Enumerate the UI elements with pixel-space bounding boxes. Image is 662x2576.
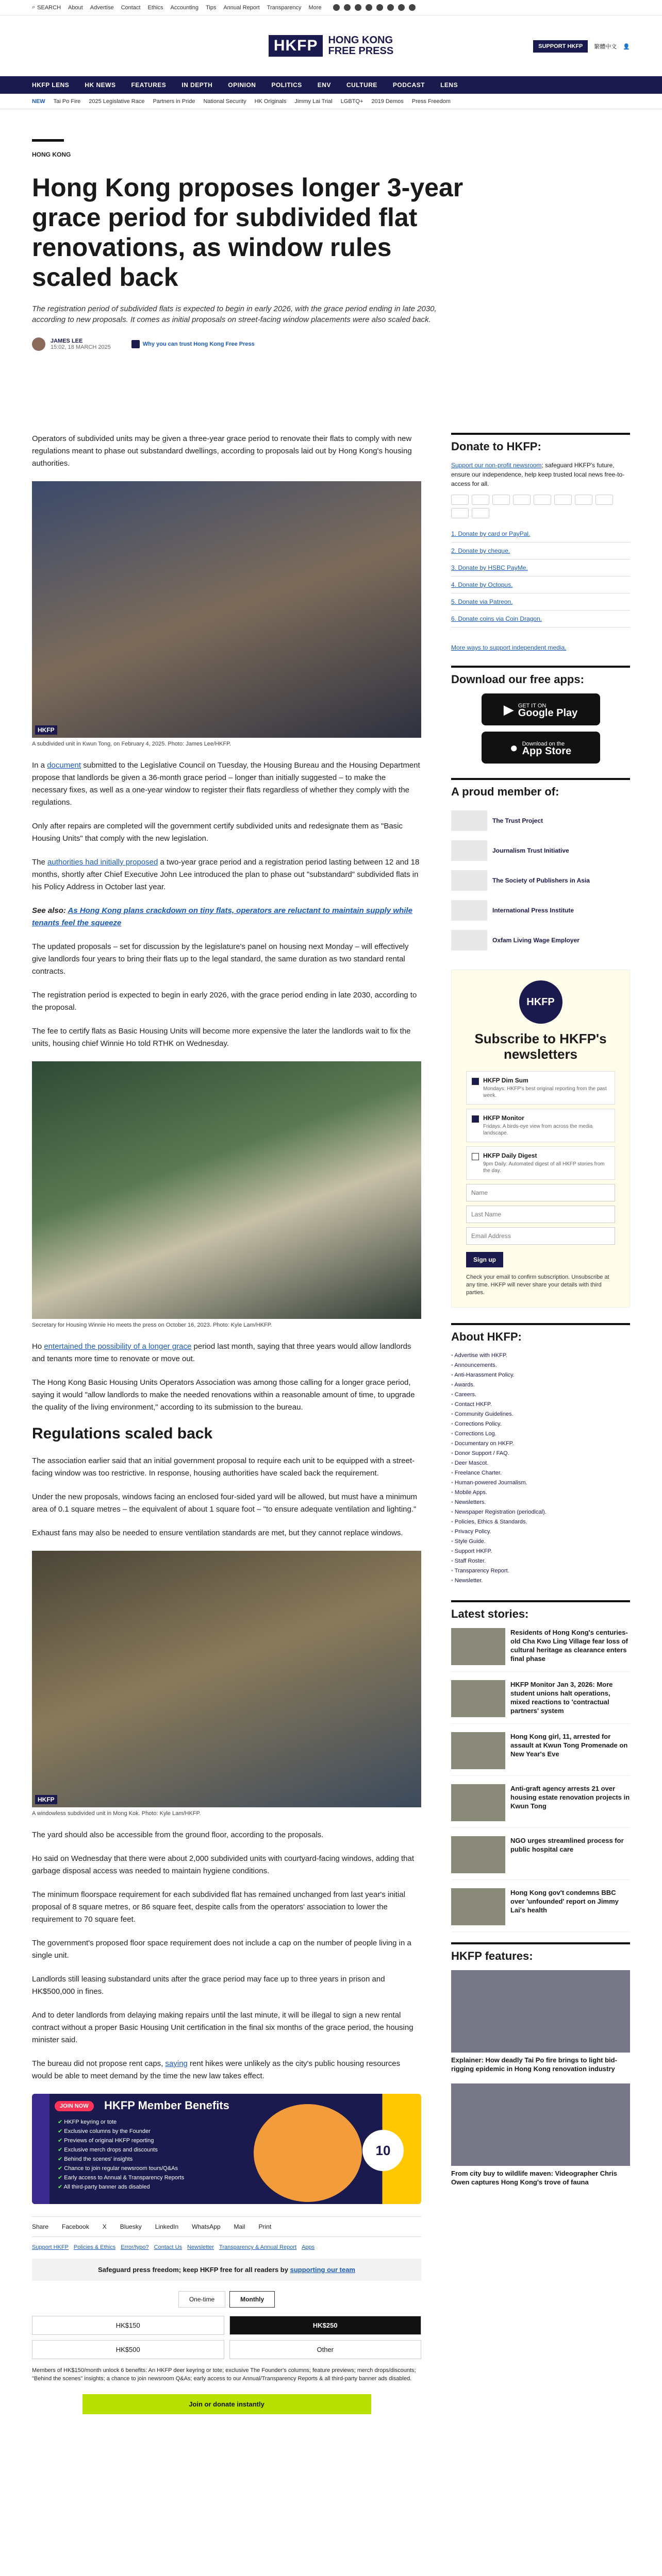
about-link[interactable]: • Contact HKFP. [451,1400,630,1410]
saying-link[interactable]: saying [165,2059,188,2068]
about-link[interactable]: • Style Guide. [451,1537,630,1547]
byline [32,337,630,351]
nav-item[interactable]: PODCAST [392,81,425,89]
about-link[interactable]: • Announcements. [451,1361,630,1370]
member-benefits-banner[interactable] [32,2094,421,2204]
paragraph: The association earlier said that an initial government proposal to require each unit to be equipped with a street-facing window was too restrictive. In response, housing authorities have scaled back the requirement. [32,1456,415,1478]
donate-option[interactable]: 5. Donate via Patreon. [451,594,630,611]
subnav-item[interactable]: LGBTQ+ [340,98,363,105]
sign-up-button[interactable]: Sign up [466,1252,503,1267]
about-link[interactable]: • Advertise with HKFP. [451,1351,630,1361]
paragraph: The registration period is expected to begin in early 2026, with the grace period ending in late 2030, according to the proposal. [32,991,417,1012]
octopus-icon [451,508,469,518]
footer-link[interactable]: Error/typo? [121,2244,149,2250]
share-link[interactable]: WhatsApp [192,2223,221,2230]
benefit-list [58,2117,184,2192]
advertise-link[interactable]: Advertise [90,4,114,11]
subnav-item[interactable]: Press Freedom [411,98,451,105]
support-team-link[interactable]: supporting our team [290,2266,355,2274]
newsletter-option[interactable] [466,1071,615,1105]
nav-item[interactable]: FEATURES [131,81,167,89]
language-switch[interactable]: 繁體中文 [594,44,617,50]
feature-thumbnail [451,2083,630,2166]
alipay-icon [554,495,572,505]
email-input[interactable]: Email Address [466,1227,615,1245]
newsletter-checkbox[interactable] [472,1153,479,1160]
threads-icon[interactable] [387,4,394,11]
paragraph: The government's proposed floor space requirement does not include a cap on the number of people living in a single unit. [32,1939,411,1960]
article-image-2 [32,1061,421,1319]
trust-icon [131,340,140,348]
paragraph: The fee to certify flats as Basic Housing Units will become more expensive the later the landlords wait to fix the units, housing chief Winnie Ho told RTHK on Wednesday. [32,1027,411,1048]
story-title: Anti-graft agency arrests 21 over housing estate renovation projects in Kwun Tong [510,1785,630,1810]
support-hkfp-button[interactable]: SUPPORT HKFP [533,40,588,53]
amount-option[interactable]: HK$150 [32,2316,224,2335]
subnav-item[interactable]: Tai Po Fire [53,98,81,105]
nav-item[interactable]: IN DEPTH [181,81,213,89]
widget-heading: A proud member of: [451,778,630,799]
article-image-3 [32,1551,421,1807]
share-link[interactable]: Facebook [62,2223,89,2230]
member-org[interactable] [451,895,630,925]
share-link[interactable]: Mail [234,2223,245,2230]
donate-option[interactable]: 1. Donate by card or PayPal. [451,526,630,543]
about-link[interactable]: • Support HKFP. [451,1547,630,1556]
hkfp-watermark: HKFP [35,1795,57,1804]
newsletter-option[interactable] [466,1109,615,1142]
footer-link[interactable]: Support HKFP [32,2244,69,2250]
widget-heading: Download our free apps: [451,666,630,686]
newsletter-desc: Mondays: HKFP's best original reporting from the past week. [483,1086,607,1098]
about-link[interactable]: • Community Guidelines. [451,1410,630,1419]
member-org[interactable] [451,866,630,895]
nonprofit-link[interactable]: Support our non-profit newsroom [451,462,542,469]
app-store-button[interactable]: ● Download on the App Store [482,732,600,764]
site-logo[interactable]: HKFP HONG KONG FREE PRESS [269,35,393,57]
see-also-link[interactable]: As Hong Kong plans crackdown on tiny flats, operators are reluctant to maintain supply while tenants feel the squeeze [32,906,412,927]
story-thumbnail [451,1836,505,1873]
share-link[interactable]: LinkedIn [155,2223,179,2230]
nav-item[interactable]: ENV [317,81,331,89]
payme-icon [595,495,613,505]
search-link[interactable]: ⌕ SEARCH [32,4,61,11]
join-now-badge[interactable]: JOIN NOW [55,2101,94,2111]
memberships [451,778,630,955]
paragraph: Only after repairs are completed will the government certify subdivided units and redesignate them as "Basic Housing Units" that comply with the new legislation. [32,822,403,843]
masthead [0,15,662,76]
latest-story[interactable] [451,1628,630,1672]
story-thumbnail [451,1628,505,1665]
paragraph: Ho entertained the possibility of a longer grace period last month, saying that three years would allow landlords and tenants more time to renovate or move out. [32,1342,411,1363]
sidebar [451,433,630,2197]
paragraph: Landlords still leasing substandard units after the grace period may face up to three years in prison and HK$500,000 in fines. [32,1975,385,1996]
paragraph: Operators of subdivided units may be given a three-year grace period to renovate their flats to comply with new regulations meant to phase out substandard dwellings, according to proposals laid out by Hong Kong's housing authorities. [32,434,412,468]
linkedin-icon[interactable] [376,4,383,11]
about-link[interactable]: About [68,4,83,11]
widget-heading: Donate to HKFP: [451,440,541,453]
frequency-toggle [32,2291,421,2308]
main-nav [0,76,662,94]
amount-option-selected[interactable]: HK$250 [229,2316,422,2335]
category-rule [32,139,64,142]
share-link[interactable]: X [102,2223,107,2230]
member-org[interactable] [451,925,630,955]
feature-title: Explainer: How deadly Tai Po fire brings to light bid-rigging epidemic in Hong Kong renovation industry [451,2056,617,2073]
donate-option[interactable]: 6. Donate coins via Coin Dragon. [451,611,630,628]
subnav-item[interactable]: 2025 Legislative Race [89,98,145,105]
paragraph: Exhaust fans may also be needed to ensure ventilation standards are met, but they cannot replace windows. [32,1529,403,1537]
about-link[interactable]: • Awards. [451,1380,630,1390]
widget-heading: Latest stories: [451,1600,630,1621]
org-name: The Society of Publishers in Asia [492,877,590,884]
footer-link[interactable]: Contact Us [154,2244,183,2250]
donate-option[interactable]: 3. Donate by HSBC PayMe. [451,560,630,577]
unionpay-icon [534,495,551,505]
story-thumbnail [451,1732,505,1769]
trust-link[interactable]: Why you can trust Hong Kong Free Press [131,340,255,348]
paragraph: In a document submitted to the Legislative Council on Tuesday, the Housing Bureau and the Housing Department propose that landlords be given a 36-month grace period – longer than initially suggested – to make the necessary fixes, as well as a one-year window to register their flats regardless of whether they comply with the regulations. [32,761,420,807]
benefit-item: ✔ Previews of original HKFP reporting [58,2136,184,2145]
social-icons [333,4,416,11]
share-link[interactable]: Print [258,2223,272,2230]
org-logo-icon [451,870,487,891]
see-also: See also: As Hong Kong plans crackdown on tiny flats, operators are reluctant to maintain supply while tenants feel the squeeze [32,906,412,927]
about-link[interactable]: • Privacy Policy. [451,1527,630,1537]
paragraph: The minimum floorspace requirement for each subdivided flat has remained unchanged from last year's initial proposal of 8 square metres, or 86 square feet, despite calls from the operators' association to lower the requirement to 70 square feet. [32,1890,406,1924]
about-links [451,1351,630,1586]
paragraph: And to deter landlords from delaying making repairs until the last minute, it will be illegal to sign a new rental contract without a proper Basic Housing Unit certification in the final six months of the grace period, the housing minister said. [32,2011,413,2044]
latest-story[interactable] [451,1836,630,1880]
newsletter-heading: Subscribe to HKFP's newsletters [474,1031,607,1062]
story-thumbnail [451,1680,505,1717]
google-play-icon: ▶ [503,702,514,717]
paragraph: The Hong Kong Basic Housing Units Operators Association was among those calling for a longer grace period, saying it would "allow landlords to make the needed renovations within a reasonable amount of time, to upgrade the quality of the living environment," according to its submission to the bureau. [32,1378,415,1412]
image-caption: Secretary for Housing Winnie Ho meets the press on October 16, 2023. Photo: Kyle Lam/HKFP. [32,1322,272,1328]
footer-links [32,2244,421,2250]
more-link[interactable]: More [308,4,322,11]
benefit-item: ✔ Exclusive columns by the Founder [58,2127,184,2136]
person-icon[interactable]: 👤 [623,43,630,50]
story-title: Hong Kong gov't condemns BBC over 'unfounded' report on Jimmy Lai's health [510,1889,619,1914]
document-link[interactable]: document [47,761,81,770]
nav-item[interactable]: HK NEWS [85,81,116,89]
article-body [32,433,421,2414]
newsletter-name: HKFP Monitor [483,1114,524,1122]
author-name[interactable]: JAMES LEE [51,338,83,344]
mail-icon[interactable] [409,4,416,11]
story-title: Hong Kong girl, 11, arrested for assault at Kwun Tong Promenade on New Year's Eve [510,1733,628,1758]
subnav-item[interactable]: National Security [203,98,246,105]
youtube-icon[interactable] [366,4,372,11]
story-title: NGO urges streamlined process for public hospital care [510,1837,624,1853]
feature-story[interactable] [451,1970,630,2073]
more-ways-link[interactable]: More ways to support independent media. [451,644,567,651]
hkfp-logo: HKFP [519,980,562,1024]
newsletter-desc: 9pm Daily: Automated digest of all HKFP stories from the day. [483,1161,605,1174]
article-title: Hong Kong proposes longer 3-year grace period for subdivided flat renovations, as window rules scaled back [32,173,464,292]
amex-icon [492,495,510,505]
newsletter-option[interactable] [466,1146,615,1180]
visa-icon [472,495,489,505]
subnav-item[interactable]: 2019 Demos [371,98,404,105]
section-heading: Regulations scaled back [32,1425,213,1442]
benefits-title: HKFP Member Benefits [104,2099,229,2112]
org-name: International Press Institute [492,907,574,914]
safeguard-banner: Safeguard press freedom; keep HKFP free for all readers by supporting our team [32,2259,421,2281]
benefit-item: ✔ All third-party banner ads disabled [58,2182,184,2192]
last-name-input[interactable]: Last Name [466,1206,615,1223]
sub-nav [0,94,662,109]
paragraph: The updated proposals – set for discussion by the legislature's panel on housing next Monday – will effectively give landlords four years to bring their flats up to the legal standard, the same duration as two standard rental contracts. [32,942,409,976]
story-thumbnail [451,1784,505,1821]
apple-icon: ● [509,740,518,755]
telegram-icon[interactable] [398,4,405,11]
newsletter-desc: Fridays: A birds-eye view from across the media landscape. [483,1124,593,1136]
anniversary-badge: 10 [362,2130,404,2171]
paragraph: Under the new proposals, windows facing an enclosed four-sided yard will be allowed, but must have a minimum area of 0.1 square metres – the equivalent of about 1 square foot – "to ensure adequate ventilation and lighting." [32,1493,418,1514]
about-link[interactable]: • Transparency Report. [451,1566,630,1576]
about-link[interactable]: • Corrections Log. [451,1429,630,1439]
contact-link[interactable]: Contact [121,4,141,11]
join-donate-button[interactable]: Join or donate instantly [82,2394,371,2414]
newsletter-name: HKFP Dim Sum [483,1077,528,1084]
benefit-item: ✔ HKFP keyring or tote [58,2117,184,2127]
tips-link[interactable]: Tips [205,4,217,11]
paragraph: The authorities had initially proposed a two-year grace period and a registration period lasting between 12 and 18 months, shortly after Chief Executive John Lee introduced the plan to phase out "substandard" subdivided flats in his Policy Address in October last year. [32,858,420,891]
share-link[interactable]: Bluesky [120,2223,142,2230]
about-link[interactable]: • Freelance Charter. [451,1468,630,1478]
newsletter-widget [451,970,630,1308]
about-link[interactable]: • Documentary on HKFP. [451,1439,630,1449]
about-link[interactable]: • Newsletter. [451,1576,630,1586]
feature-title: From city buy to wildlife maven: Videographer Chris Owen captures Hong Kong's trove of fauna [451,2170,617,2186]
search-icon: ⌕ [32,4,36,10]
first-name-input[interactable]: Name [466,1184,615,1201]
benefit-item: ✔ Exclusive merch drops and discounts [58,2145,184,2155]
member-org[interactable] [451,806,630,836]
org-name: The Trust Project [492,817,543,824]
feature-thumbnail [451,1970,630,2053]
article-lede: The registration period of subdivided flats is expected to begin in early 2026, with the grace period ending in late 2030, according to new proposals. It comes as initial proposals on street-facing window placements were also scaled back. [32,304,437,324]
org-name: Journalism Trust Initiative [492,847,569,854]
article-image-1 [32,481,421,738]
about-link[interactable]: • Careers. [451,1390,630,1400]
donate-option[interactable]: 2. Donate by cheque. [451,543,630,560]
org-logo-icon [451,900,487,921]
deer-mascot-icon [254,2104,362,2202]
about-link[interactable]: • Newspaper Registration (periodical). [451,1507,630,1517]
publish-date: 15:02, 18 MARCH 2025 [51,344,111,350]
footer-link[interactable]: Apps [302,2244,315,2250]
subnav-item[interactable]: Partners in Pride [153,98,195,105]
donate-options [451,526,630,628]
facebook-icon[interactable] [333,4,340,11]
annual-report-link[interactable]: Annual Report [223,4,260,11]
benefit-item: ✔ Chance to join regular newsroom tours/Q&As [58,2164,184,2173]
transparency-link[interactable]: Transparency [267,4,302,11]
about-link[interactable]: • Deer Mascot. [451,1459,630,1468]
monthly-option[interactable]: Monthly [229,2291,275,2308]
initial-proposal-link[interactable]: authorities had initially proposed [47,858,158,867]
x-icon[interactable] [344,4,351,11]
story-title: HKFP Monitor Jan 3, 2026: More student unions halt operations, mixed reactions to 'contractual partners' system [510,1681,613,1715]
newsletter-checkbox[interactable] [472,1078,479,1085]
google-play-button[interactable]: ▶ GET IT ON Google Play [482,693,600,725]
member-org[interactable] [451,836,630,866]
footer-link[interactable]: Policies & Ethics [73,2244,116,2250]
about-link[interactable]: • Human-powered Journalism. [451,1478,630,1488]
paragraph: Ho said on Wednesday that there were about 2,000 subdivided units with courtyard-facing windows, adding that garbage disposal access was needed to maintain hygiene conditions. [32,1854,415,1875]
nav-item[interactable]: CULTURE [346,81,377,89]
newsletter-checkbox[interactable] [472,1115,479,1123]
fps-icon [472,508,489,518]
share-bar [32,2216,421,2237]
ethics-link[interactable]: Ethics [147,4,163,11]
donate-option[interactable]: 4. Donate by Octopus. [451,577,630,594]
footer-link[interactable]: Transparency & Annual Report [219,2244,297,2250]
paragraph: The bureau did not propose rent caps, saying rent hikes were unlikely as the city's public housing resources would be able to meet demand by the time the new law takes effect. [32,2059,401,2080]
wechat-icon [575,495,592,505]
donate-widget: Donate to HKFP: Support our non-profit newsroom; safeguard HKFP's future, ensure our independence, help keep trusted local news free-to-access for all. 1. Donate by card or PayPal. 2. Donate by cheque. 3. Donate by HSBC PayMe. 4. Donate by Octopus. 5. Donate via Patreon. 6. Donate coins via Coin Dragon. [451,433,630,628]
about-link[interactable]: • Newsletters. [451,1498,630,1507]
benefit-item: ✔ Behind the scenes' insights [58,2155,184,2164]
widget-heading: HKFP features: [451,1942,630,1963]
feature-story[interactable] [451,2083,630,2187]
nav-item[interactable]: HKFP LENS [32,81,70,89]
amount-option-other[interactable]: Other [229,2340,422,2359]
story-title: Residents of Hong Kong's centuries-old Cha Kwo Ling Village fear loss of cultural heritage as clearance enters final phase [510,1629,628,1663]
about-link[interactable]: • Donor Support / FAQ. [451,1449,630,1459]
latest-story[interactable] [451,1784,630,1828]
about-link[interactable]: • Mobile Apps. [451,1488,630,1498]
about-link[interactable]: • Anti-Harassment Policy. [451,1370,630,1380]
avatar [32,337,45,351]
org-name: Oxfam Living Wage Employer [492,937,580,944]
share-link[interactable]: Share [32,2223,49,2230]
amount-option[interactable]: HK$500 [32,2340,224,2359]
about-link[interactable]: • Corrections Policy. [451,1419,630,1429]
amount-options [32,2316,421,2359]
image-caption: A windowless subdivided unit in Mong Kok. Photo: Kyle Lam/HKFP. [32,1810,201,1817]
org-logo-icon [451,840,487,861]
latest-story[interactable] [451,1680,630,1724]
image-caption: A subdivided unit in Kwun Tong, on February 4, 2025. Photo: James Lee/HKFP. [32,741,231,747]
utility-bar [0,0,662,15]
paragraph: The yard should also be accessible from the ground floor, according to the proposals. [32,1831,324,1839]
about-link[interactable]: • Staff Roster. [451,1556,630,1566]
nav-item[interactable]: POLITICS [271,81,302,89]
one-time-option[interactable]: One-time [178,2291,225,2308]
category-label[interactable]: HONG KONG [32,151,71,158]
hkfp-watermark: HKFP [35,725,57,735]
widget-heading: About HKFP: [451,1323,630,1344]
longer-grace-link[interactable]: entertained the possibility of a longer grace [44,1342,192,1351]
subnav-item[interactable]: HK Originals [254,98,287,105]
accounting-link[interactable]: Accounting [170,4,198,11]
org-logo-icon [451,810,487,831]
mastercard-icon [451,495,469,505]
paypal-icon [513,495,531,505]
member-note: Members of HK$150/month unlock 6 benefits: An HKFP deer keyring or tote; exclusive The Founder's columns; feature previews; merch drops/discounts; "Behind the scenes" insights; a chance to join newsroom Q&As; early access to our Annual/Transparency Reports & all third-party banner ads disabled. [32,2367,416,2382]
latest-story[interactable] [451,1888,630,1932]
latest-story[interactable] [451,1732,630,1776]
newsletter-name: HKFP Daily Digest [483,1152,537,1159]
instagram-icon[interactable] [355,4,361,11]
new-badge: NEW [32,98,45,105]
nav-item[interactable]: LENS [440,81,458,89]
newsletter-note: Check your email to confirm subscription. Unsubscribe at any time. HKFP will never share your details with third parties. [466,1274,609,1296]
footer-link[interactable]: Newsletter [187,2244,214,2250]
org-logo-icon [451,930,487,951]
payment-icons [451,495,630,518]
about-link[interactable]: • Policies, Ethics & Standards. [451,1517,630,1527]
story-thumbnail [451,1888,505,1925]
subnav-item[interactable]: Jimmy Lai Trial [294,98,333,105]
nav-item[interactable]: OPINION [228,81,256,89]
benefit-item: ✔ Early access to Annual & Transparency Reports [58,2173,184,2182]
